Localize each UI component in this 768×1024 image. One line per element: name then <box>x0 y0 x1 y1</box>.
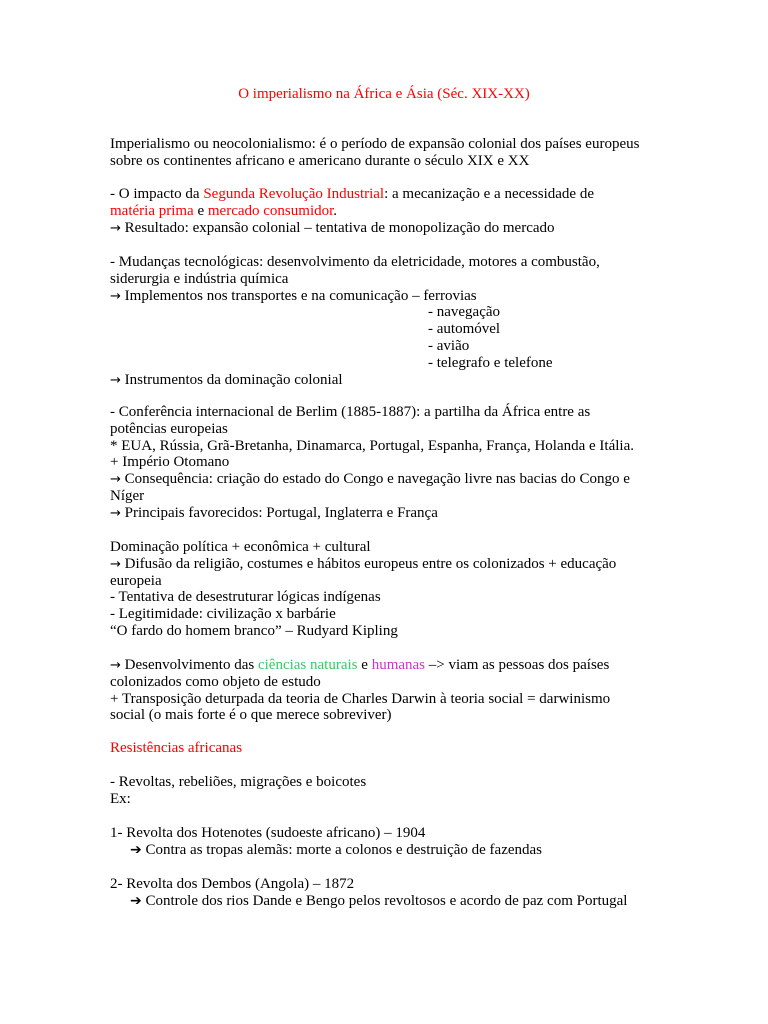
tech-line-2: siderurgia e indústria química <box>110 270 289 287</box>
berlin-favored-text: Principais favorecidos: Portugal, Inglaterra e França <box>120 504 438 521</box>
tech-transport-text: Implementos nos transportes e na comunicação – ferrovias <box>120 287 477 304</box>
revolt-1 <box>110 825 680 859</box>
tech-line-1: - Mudanças tecnológicas: desenvolvimento da eletricidade, motores a combustão, <box>110 254 600 270</box>
science-line-1 <box>110 657 680 674</box>
tech-item: - navegação <box>428 304 501 321</box>
bold-arrow-right-icon: ➔ <box>130 841 142 858</box>
impact-highlight-consumer-market: mercado consumidor <box>207 202 334 219</box>
revolt-2 <box>110 876 680 910</box>
impact-result-text: Resultado: expansão colonial – tentativa de monopolização do mercado <box>120 219 555 236</box>
revolt-1-title: 1- Revolta dos Hotenotes (sudoeste africano) – 1904 <box>110 825 426 841</box>
berlin-consequence-text: Consequência: criação do estado do Congo e navegação livre nas bacias do Congo e <box>120 471 630 488</box>
arrow-right-icon: → <box>110 556 121 572</box>
impact-line-1 <box>110 186 680 203</box>
impact-conj: e <box>193 202 208 219</box>
science-prefix: Desenvolvimento das <box>120 657 258 673</box>
domination-line-1: Dominação política + econômica + cultural <box>110 539 371 555</box>
domination-line-2 <box>110 556 680 573</box>
berlin-favored <box>110 505 680 522</box>
science-line-3: + Transposição deturpada da teoria de Charles Darwin à teoria social = darwinismo <box>110 690 611 707</box>
impact-highlight-raw-material: matéria prima <box>110 202 194 219</box>
berlin-line-4: + Império Otomano <box>110 454 230 471</box>
resistance-section <box>110 740 680 757</box>
science-line-2: colonizados como objeto de estudo <box>110 673 321 690</box>
definition-paragraph: Imperialismo ou neocolonialismo: é o período de expansão colonial dos países europeus sobre os continentes africano e americano durante o século XIX e XX <box>110 136 640 169</box>
arrow-right-icon: → <box>110 220 121 236</box>
domination-section <box>110 539 680 640</box>
impact-highlight-industrial-revolution: Segunda Revolução Industrial <box>203 186 385 202</box>
impact-end: . <box>333 202 338 219</box>
tech-section <box>110 254 680 388</box>
arrow-right-icon: → <box>110 472 121 488</box>
tech-transport <box>110 288 680 305</box>
science-human-highlight: humanas <box>371 657 426 673</box>
science-natural-highlight: ciências naturais <box>257 657 358 673</box>
resistance-line-2: Ex: <box>110 790 131 807</box>
berlin-line-3: * EUA, Rússia, Grã-Bretanha, Dinamarca, Portugal, Espanha, França, Holanda e Itália. <box>110 437 634 454</box>
revolt-2-title: 2- Revolta dos Dembos (Angola) – 1872 <box>110 876 355 892</box>
domination-line-6: “O fardo do homem branco” – Rudyard Kipling <box>110 622 398 639</box>
berlin-section <box>110 404 680 522</box>
revolt-2-detail-text: Controle dos rios Dande e Bengo pelos revoltosos e acordo de paz com Portugal <box>145 892 628 909</box>
resistance-list <box>110 774 680 808</box>
berlin-consequence-2: Níger <box>110 487 145 504</box>
resistance-line-1: - Revoltas, rebeliões, migrações e boicotes <box>110 774 367 790</box>
berlin-line-1: - Conferência internacional de Berlim (1885-1887): a partilha da África entre as <box>110 404 591 420</box>
arrow-right-icon: → <box>110 288 121 304</box>
tech-instruments-text: Instrumentos da dominação colonial <box>120 371 343 388</box>
impact-line-2 <box>110 203 680 220</box>
berlin-consequence <box>110 471 680 488</box>
bold-arrow-right-icon: ➔ <box>130 892 142 909</box>
revolt-1-detail <box>110 842 680 859</box>
tech-item: - avião <box>428 337 470 354</box>
science-conj: e <box>357 657 372 673</box>
science-section <box>110 657 680 724</box>
impact-result <box>110 220 680 237</box>
arrow-right-icon: → <box>110 505 121 521</box>
arrow-right-icon: → <box>110 658 121 673</box>
impact-section <box>110 186 680 236</box>
tech-item: - automóvel <box>428 321 501 338</box>
domination-line-5: - Legitimidade: civilização x barbárie <box>110 606 336 623</box>
science-line-4: social (o mais forte é o que merece sobreviver) <box>110 707 392 724</box>
revolt-1-detail-text: Contra as tropas alemãs: morte a colonos e destruição de fazendas <box>145 841 543 858</box>
impact-prefix: - O impacto da <box>110 186 204 202</box>
page-title: O imperialismo na África e Ásia (Séc. XIX-XX) <box>238 86 530 102</box>
domination-line-4: - Tentativa de desestruturar lógicas indígenas <box>110 589 381 606</box>
berlin-line-2: potências europeias <box>110 420 228 437</box>
science-suffix: –> viam as pessoas dos países <box>425 657 610 673</box>
impact-middle: : a mecanização e a necessidade de <box>384 186 594 202</box>
resistance-heading: Resistências africanas <box>110 740 243 756</box>
revolt-2-detail <box>110 893 680 910</box>
domination-line-2-text: Difusão da religião, costumes e hábitos europeus entre os colonizados + educação <box>120 555 617 572</box>
arrow-right-icon: → <box>110 372 121 388</box>
tech-instruments <box>110 372 680 389</box>
domination-line-3: europeia <box>110 572 162 589</box>
tech-item: - telegrafo e telefone <box>428 354 553 371</box>
